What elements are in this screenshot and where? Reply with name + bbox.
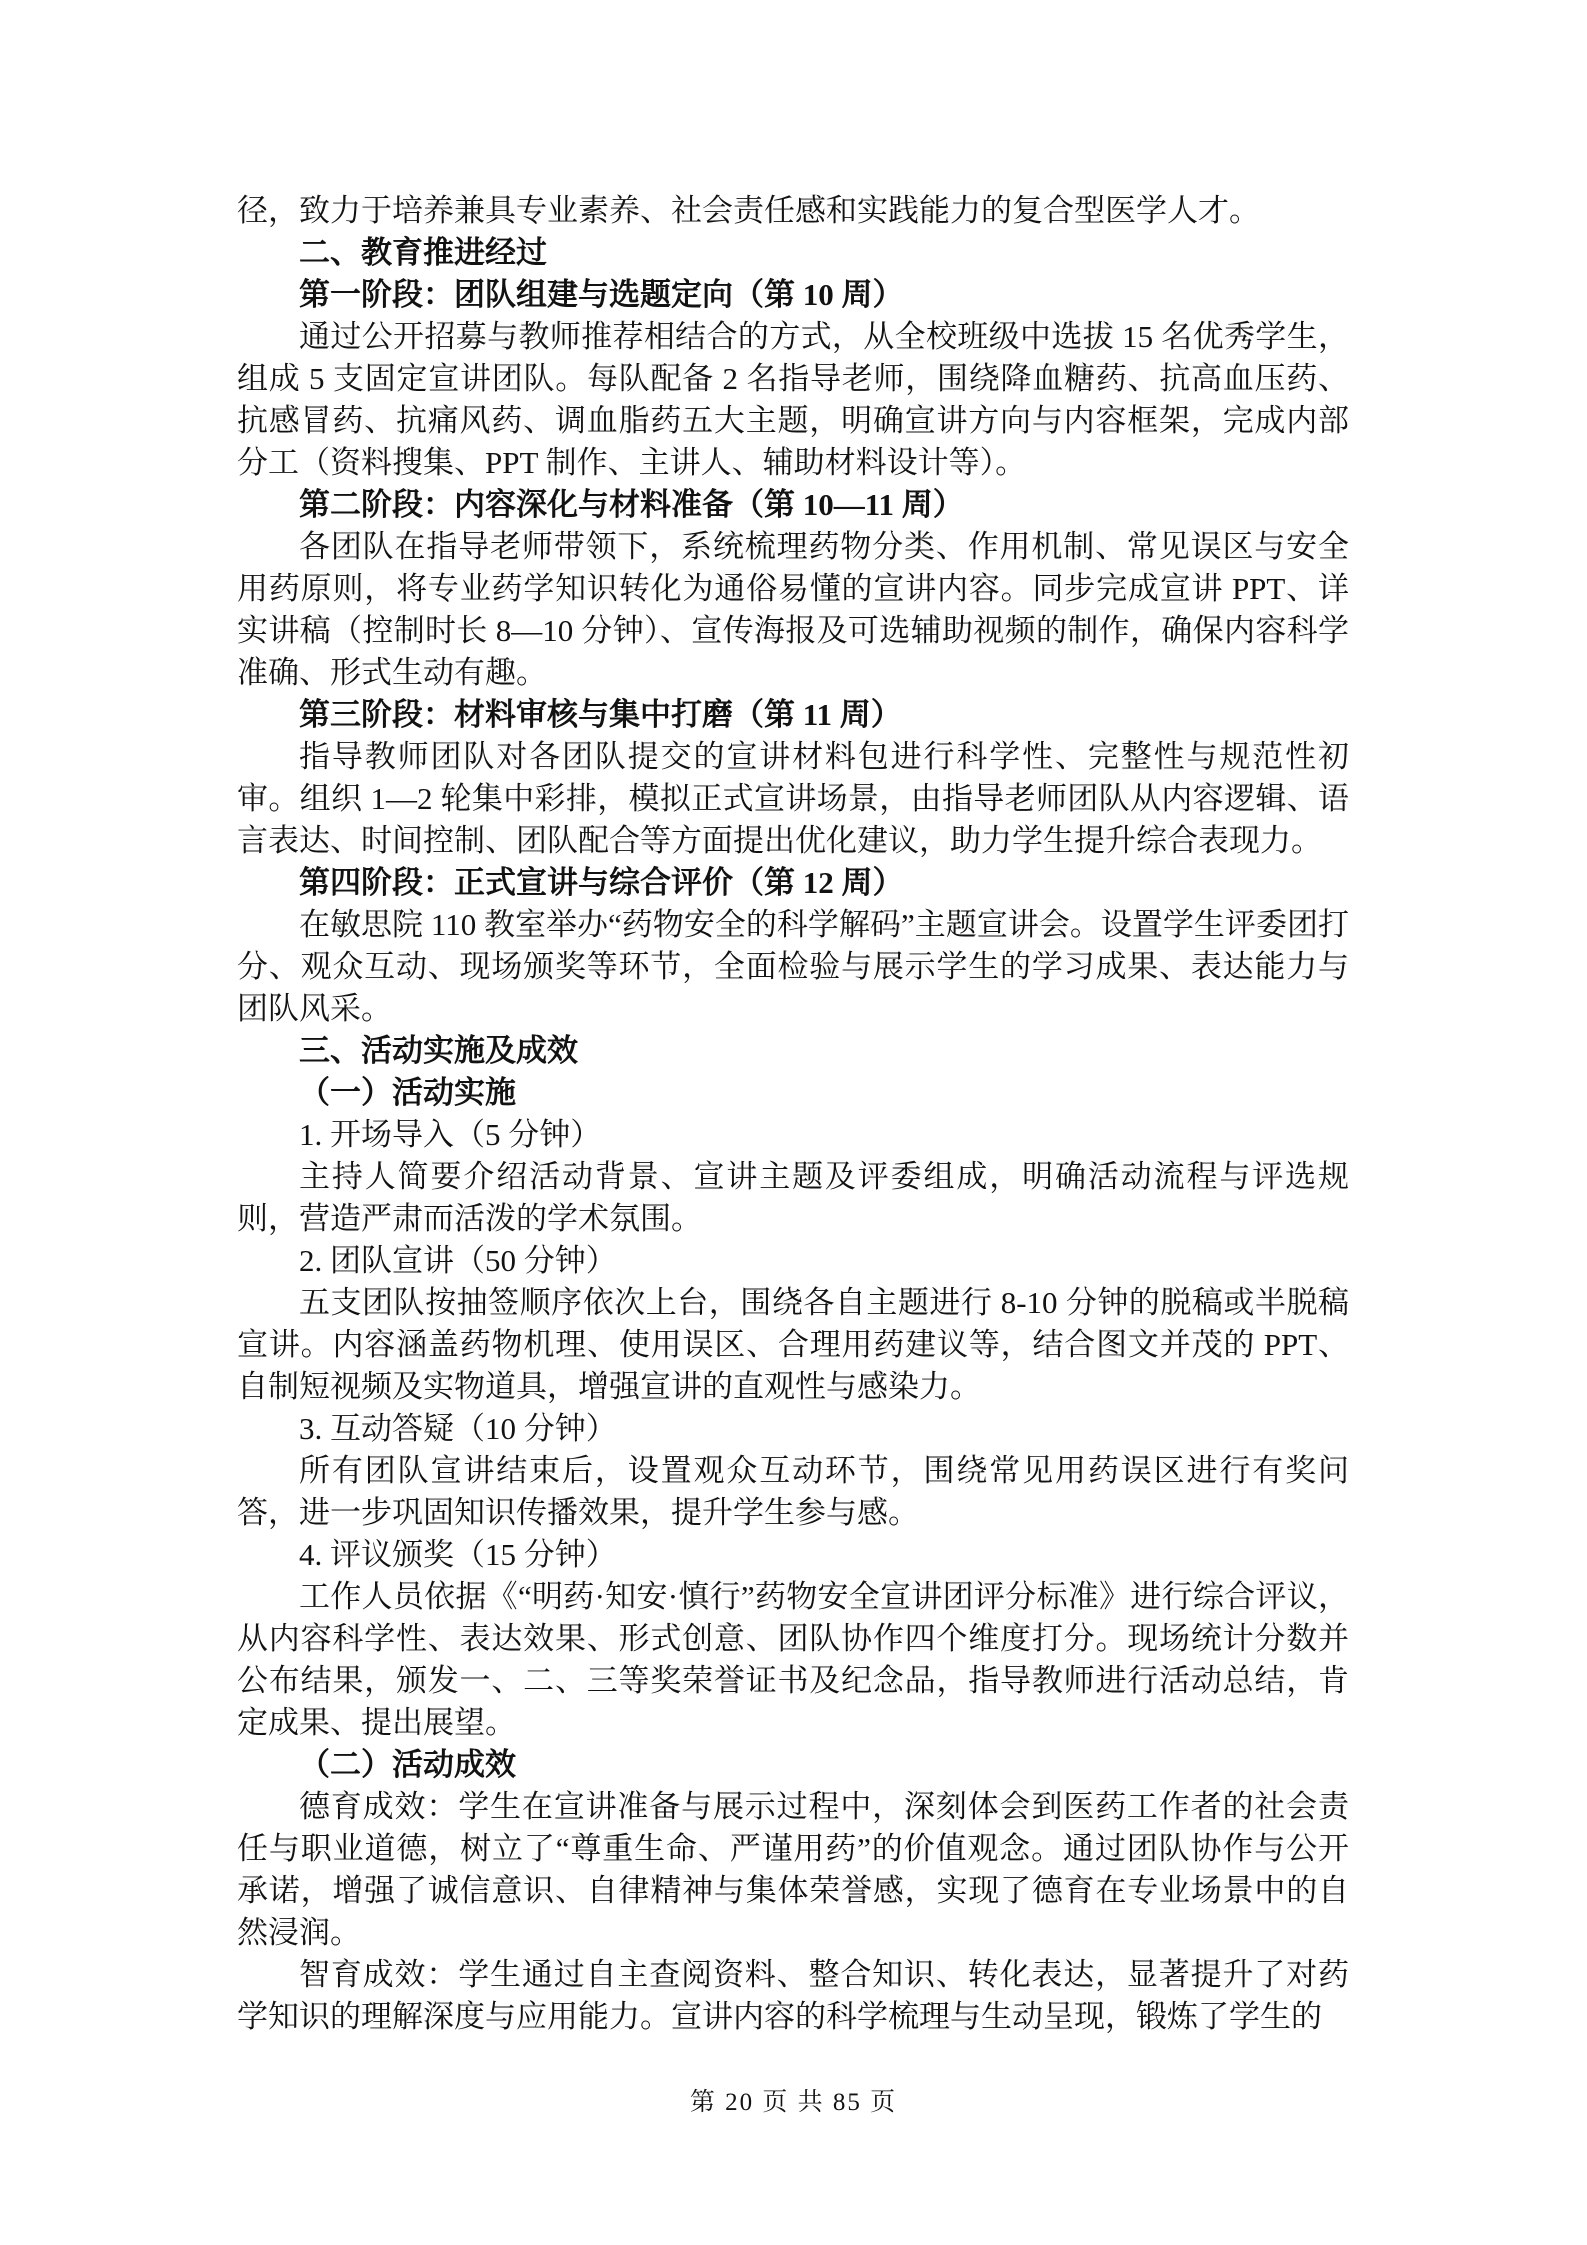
paragraph: 智育成效：学生通过自主查阅资料、整合知识、转化表达，显著提升了对药学知识的理解深度与应用能力。宣讲内容的科学梳理与生动呈现，锻炼了学生的	[237, 1957, 1349, 2034]
section-heading: 第四阶段：正式宣讲与综合评价（第 12 周）	[299, 865, 904, 900]
page-number: 第 20 页 共 85 页	[689, 2089, 898, 2116]
paragraph: 各团队在指导老师带领下，系统梳理药物分类、作用机制、常见误区与安全用药原则，将专业药学知识转化为通俗易懂的宣讲内容。同步完成宣讲 PPT、详实讲稿（控制时长 8—10 分钟）、宣传海报及可选辅助视频的制作，确保内容科学准确、形式生动有趣。	[237, 529, 1349, 690]
paragraph: 3. 互动答疑（10 分钟）	[299, 1411, 617, 1446]
paragraph: 1. 开场导入（5 分钟）	[299, 1117, 602, 1152]
section-heading: 三、活动实施及成效	[299, 1033, 578, 1068]
section-heading: 二、教育推进经过	[299, 235, 547, 270]
paragraph: 工作人员依据《“明药·知安·慎行”药物安全宣讲团评分标准》进行综合评议，从内容科学性、表达效果、形式创意、团队协作四个维度打分。现场统计分数并公布结果，颁发一、二、三等奖荣誉证书及纪念品，指导教师进行活动总结，肯定成果、提出展望。	[237, 1579, 1349, 1740]
paragraph: 指导教师团队对各团队提交的宣讲材料包进行科学性、完整性与规范性初审。组织 1—2 轮集中彩排，模拟正式宣讲场景，由指导老师团队从内容逻辑、语言表达、时间控制、团队配合等方面提出优化建议，助力学生提升综合表现力。	[237, 739, 1349, 858]
section-heading: （二）活动成效	[299, 1747, 516, 1782]
section-heading: 第三阶段：材料审核与集中打磨（第 11 周）	[299, 697, 902, 732]
paragraph: 4. 评议颁奖（15 分钟）	[299, 1537, 617, 1572]
paragraph: 德育成效：学生在宣讲准备与展示过程中，深刻体会到医药工作者的社会责任与职业道德，树立了“尊重生命、严谨用药”的价值观念。通过团队协作与公开承诺，增强了诚信意识、自律精神与集体荣誉感，实现了德育在专业场景中的自然浸润。	[237, 1789, 1349, 1950]
paragraph: 主持人简要介绍活动背景、宣讲主题及评委组成，明确活动流程与评选规则，营造严肃而活泼的学术氛围。	[237, 1159, 1349, 1236]
paragraph: 径，致力于培养兼具专业素养、社会责任感和实践能力的复合型医学人才。	[237, 193, 1260, 228]
paragraph: 在敏思院 110 教室举办“药物安全的科学解码”主题宣讲会。设置学生评委团打分、观众互动、现场颁奖等环节，全面检验与展示学生的学习成果、表达能力与团队风采。	[237, 907, 1349, 1026]
section-heading: 第一阶段：团队组建与选题定向（第 10 周）	[299, 277, 904, 312]
section-heading: （一）活动实施	[299, 1075, 516, 1110]
document-body	[237, 190, 1349, 2038]
paragraph: 通过公开招募与教师推荐相结合的方式，从全校班级中选拔 15 名优秀学生，组成 5 支固定宣讲团队。每队配备 2 名指导老师，围绕降血糖药、抗高血压药、抗感冒药、抗痛风药、调血脂药五大主题，明确宣讲方向与内容框架，完成内部分工（资料搜集、PPT 制作、主讲人、辅助材料设计等）。	[237, 319, 1349, 480]
paragraph: 2. 团队宣讲（50 分钟）	[299, 1243, 617, 1278]
paragraph: 五支团队按抽签顺序依次上台，围绕各自主题进行 8-10 分钟的脱稿或半脱稿宣讲。内容涵盖药物机理、使用误区、合理用药建议等，结合图文并茂的 PPT、自制短视频及实物道具，增强宣讲的直观性与感染力。	[237, 1285, 1349, 1404]
section-heading: 第二阶段：内容深化与材料准备（第 10—11 周）	[299, 487, 964, 522]
paragraph: 所有团队宣讲结束后，设置观众互动环节，围绕常见用药误区进行有奖问答，进一步巩固知识传播效果，提升学生参与感。	[237, 1453, 1349, 1530]
page-footer	[0, 2082, 1587, 2118]
